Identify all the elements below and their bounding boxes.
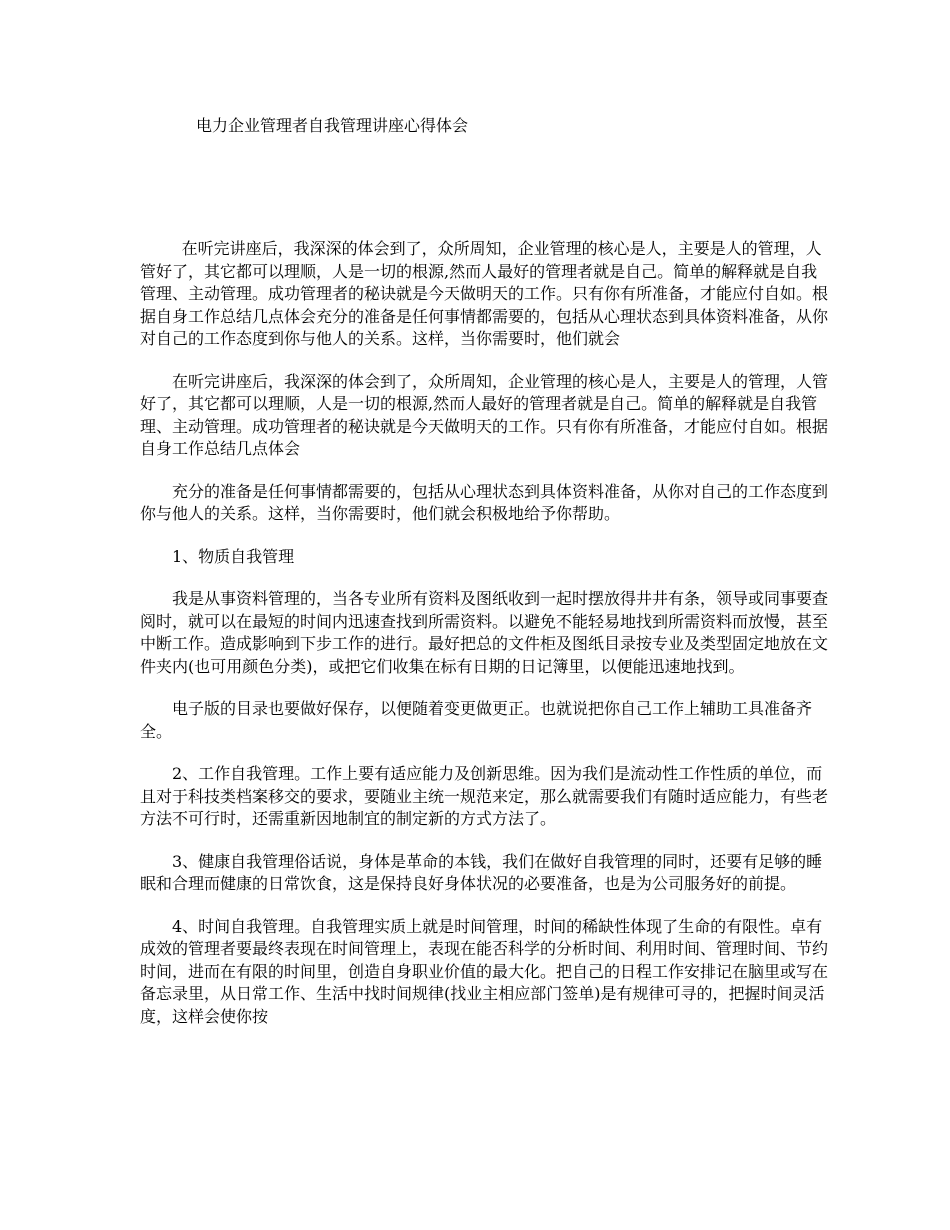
paragraph-preparation: 充分的准备是任何事情都需要的，包括从心理状态到具体资料准备，从你对自己的工作态度到你与他人的关系。这样，当你需要时，他们就会积极地给予你帮助。 xyxy=(140,481,829,523)
paragraph-intro-2: 在听完讲座后，我深深的体会到了，众所周知，企业管理的核心是人，主要是人的管理，人管好了，其它都可以理顺，人是一切的根源,然而人最好的管理者就是自己。简单的解释就是自我管理、主动管理。成功管理者的秘诀就是今天做明天的工作。只有你有所准备，才能应付自如。根据自身工作总结几点体会 xyxy=(140,371,829,458)
paragraph-electronic-catalog: 电子版的目录也要做好保存，以便随着变更做更正。也就说把你自己工作上辅助工具准备齐全。 xyxy=(140,699,813,741)
document-title: 电力企业管理者自我管理讲座心得体会 xyxy=(196,116,469,135)
paragraph-material-management: 我是从事资料管理的，当各专业所有资料及图纸收到一起时摆放得井井有条，领导或同事要查阅时，就可以在最短的时间内迅速查找到所需资料。以避免不能轻易地找到所需资料而放慢，甚至中断工作。造成影响到下步工作的进行。最好把总的文件柜及图纸目录按专业及类型固定地放在文件夹内(也可用颜色分类)，或把它们收集在标有日期的日记簿里，以便能迅速地找到。 xyxy=(140,589,829,676)
paragraph-time-management: 4、时间自我管理。自我管理实质上就是时间管理，时间的稀缺性体现了生命的有限性。卓有成效的管理者要最终表现在时间管理上，表现在能否科学的分析时间、利用时间、管理时间、节约时间，进而在有限的时间里，创造自身职业价值的最大化。把自己的日程工作安排记在脑里或写在备忘录里，从日常工作、生活中找时间规律(找业主相应部门签单)是有规律可寻的，把握时间灵活度，这样会使你按 xyxy=(140,916,829,1026)
section-heading-material: 1、物质自我管理 xyxy=(172,546,295,566)
paragraph-work-management: 2、工作自我管理。工作上要有适应能力及创新思维。因为我们是流动性工作性质的单位，而且对于科技类档案移交的要求，要随业主统一规范来定，那么就需要我们有随时适应能力，有些老方法不可行时，还需重新因地制宜的制定新的方式方法了。 xyxy=(140,764,829,828)
document-body xyxy=(140,238,828,1048)
paragraph-intro-1: 在听完讲座后，我深深的体会到了，众所周知，企业管理的核心是人，主要是人的管理，人管好了，其它都可以理顺，人是一切的根源,然而人最好的管理者就是自己。简单的解释就是自我管理、主动管理。成功管理者的秘诀就是今天做明天的工作。只有你有所准备，才能应付自如。根据自身工作总结几点体会充分的准备是任何事情都需要的，包括从心理状态到具体资料准备，从你对自己的工作态度到你与他人的关系。这样，当你需要时，他们就会 xyxy=(140,239,829,348)
paragraph-health-management: 3、健康自我管理俗话说，身体是革命的本钱，我们在做好自我管理的同时，还要有足够的睡眠和合理而健康的日常饮食，这是保持良好身体状况的必要准备，也是为公司服务好的前提。 xyxy=(140,851,823,893)
